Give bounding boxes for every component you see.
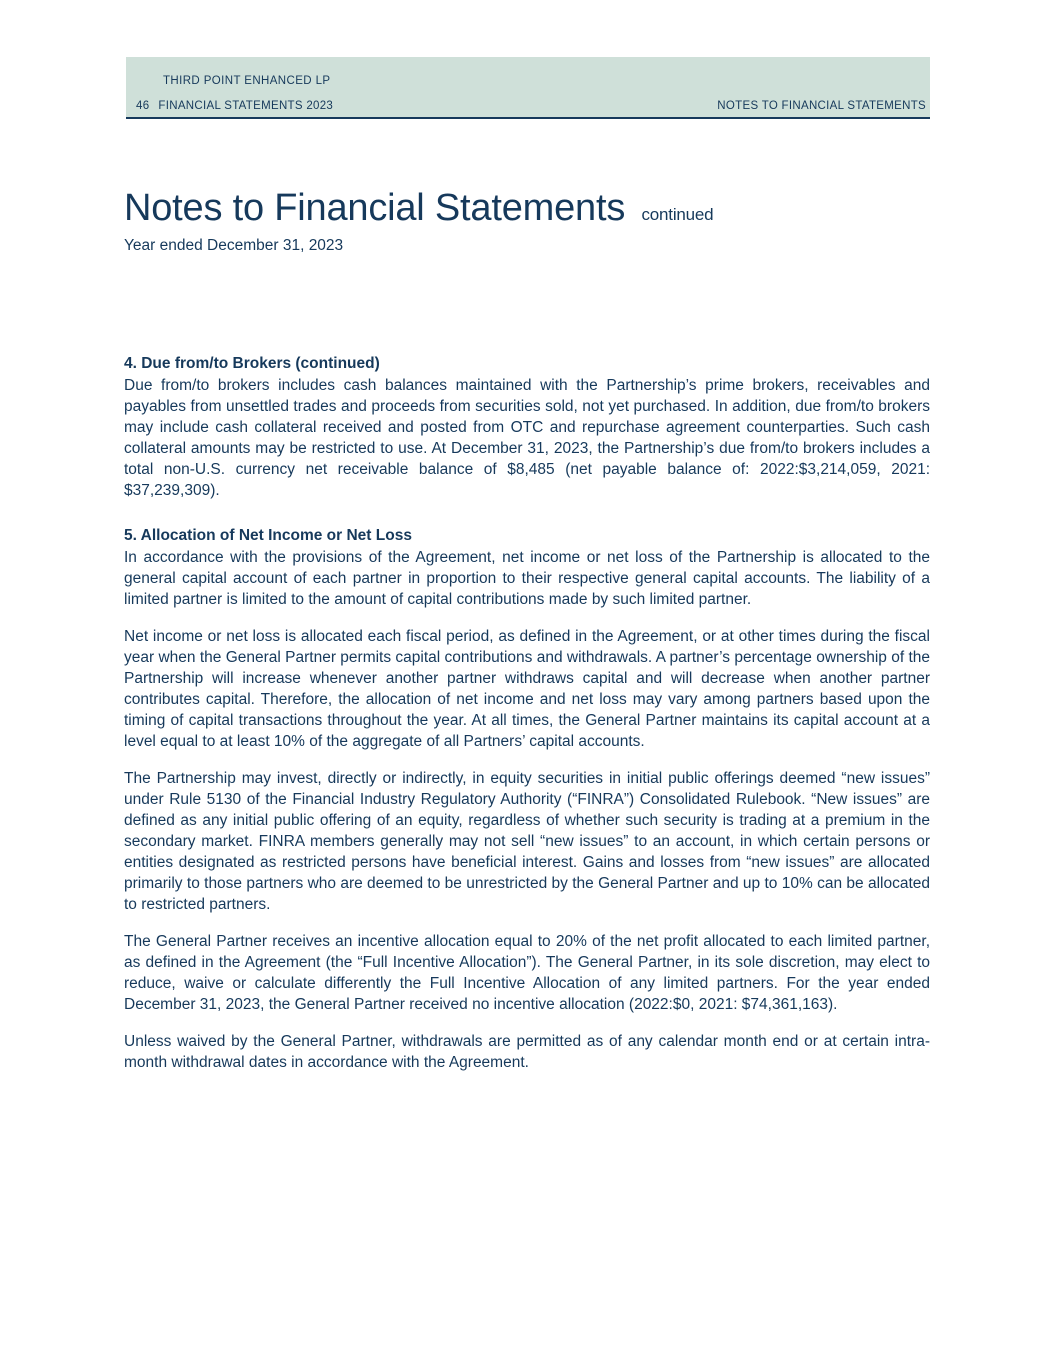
section-due-from-to-brokers xyxy=(124,355,930,501)
page-header-band xyxy=(126,57,930,119)
section-5-heading: 5. Allocation of Net Income or Net Loss xyxy=(124,526,412,544)
section-5-paragraph-4: The General Partner receives an incentive allocation equal to 20% of the net profit allocated to each limited partner, as defined in the Agreement (the “Full Incentive Allocation”). The General Partner, in its sole discretion, may elect to reduce, waive or calculate differently the Full Incentive Allocation of any limited partners. For the year ended December 31, 2023, the General Partner received no incentive allocation (2022:$0, 2021: $74,361,163). xyxy=(124,932,930,1013)
section-5-paragraph-2: Net income or net loss is allocated each fiscal period, as defined in the Agreement, or at other times during the fiscal year when the General Partner permits capital contributions and withdrawals. A partner’s percentage ownership of the Partnership will increase whenever another partner withdraws capital and will decrease when another partner contributes capital. Therefore, the allocation of net income and net loss may vary among partners based upon the timing of capital transactions throughout the year. At all times, the General Partner maintains its capital account at a level equal to at least 10% of the aggregate of all Partners’ capital accounts. xyxy=(124,627,930,750)
section-5-paragraph-1: In accordance with the provisions of the Agreement, net income or net loss of the Partnership is allocated to the general capital account of each partner in proportion to their respective general capital accounts. The liability of a limited partner is limited to the amount of capital contributions made by such limited partner. xyxy=(124,548,930,608)
header-page-info xyxy=(136,100,333,112)
section-5-paragraph-5: Unless waived by the General Partner, withdrawals are permitted as of any calendar month end or at certain intra-month withdrawal dates in accordance with the Agreement. xyxy=(124,1032,930,1071)
section-5-paragraph-3: The Partnership may invest, directly or indirectly, in equity securities in initial public offerings deemed “new issues” under Rule 5130 of the Financial Industry Regulatory Authority (“FINRA”) Consolidated Rulebook. “New issues” are defined as any initial public offering of an equity, regardless of whether such security is trading at a premium in the secondary market. FINRA members generally may not sell “new issues” to an account, in which certain persons or entities designated as restricted persons have beneficial interest. Gains and losses from “new issues” are allocated primarily to those partners who are deemed to be unrestricted by the General Partner and up to 10% can be allocated to restricted partners. xyxy=(124,769,930,913)
header-page-number: 46 xyxy=(136,100,150,112)
header-company-name: THIRD POINT ENHANCED LP xyxy=(163,75,331,87)
header-section-label: NOTES TO FINANCIAL STATEMENTS xyxy=(717,100,926,112)
section-4-heading: 4. Due from/to Brokers (continued) xyxy=(124,354,380,372)
header-bottom-row xyxy=(136,100,926,112)
page-title-text: Notes to Financial Statements xyxy=(124,187,626,229)
section-allocation-net-income xyxy=(124,527,930,1073)
section-4-paragraph: Due from/to brokers includes cash balances maintained with the Partnership’s prime brokers, receivables and payables from unsettled trades and proceeds from securities sold, not yet purchased. In addition, due from/to brokers may include cash collateral received and posted from OTC and repurchase agreement counterparties. Such cash collateral amounts may be restricted to use. At December 31, 2023, the Partnership’s due from/to brokers includes a total non-U.S. currency net receivable balance of $8,485 (net payable balance of: 2022:$3,214,059, 2021: $37,239,309). xyxy=(124,376,930,499)
page-subtitle: Year ended December 31, 2023 xyxy=(124,236,344,254)
page-title-suffix: continued xyxy=(641,205,714,224)
page-title xyxy=(124,188,930,230)
header-page-label: FINANCIAL STATEMENTS 2023 xyxy=(158,100,334,112)
document-content xyxy=(124,119,930,1073)
